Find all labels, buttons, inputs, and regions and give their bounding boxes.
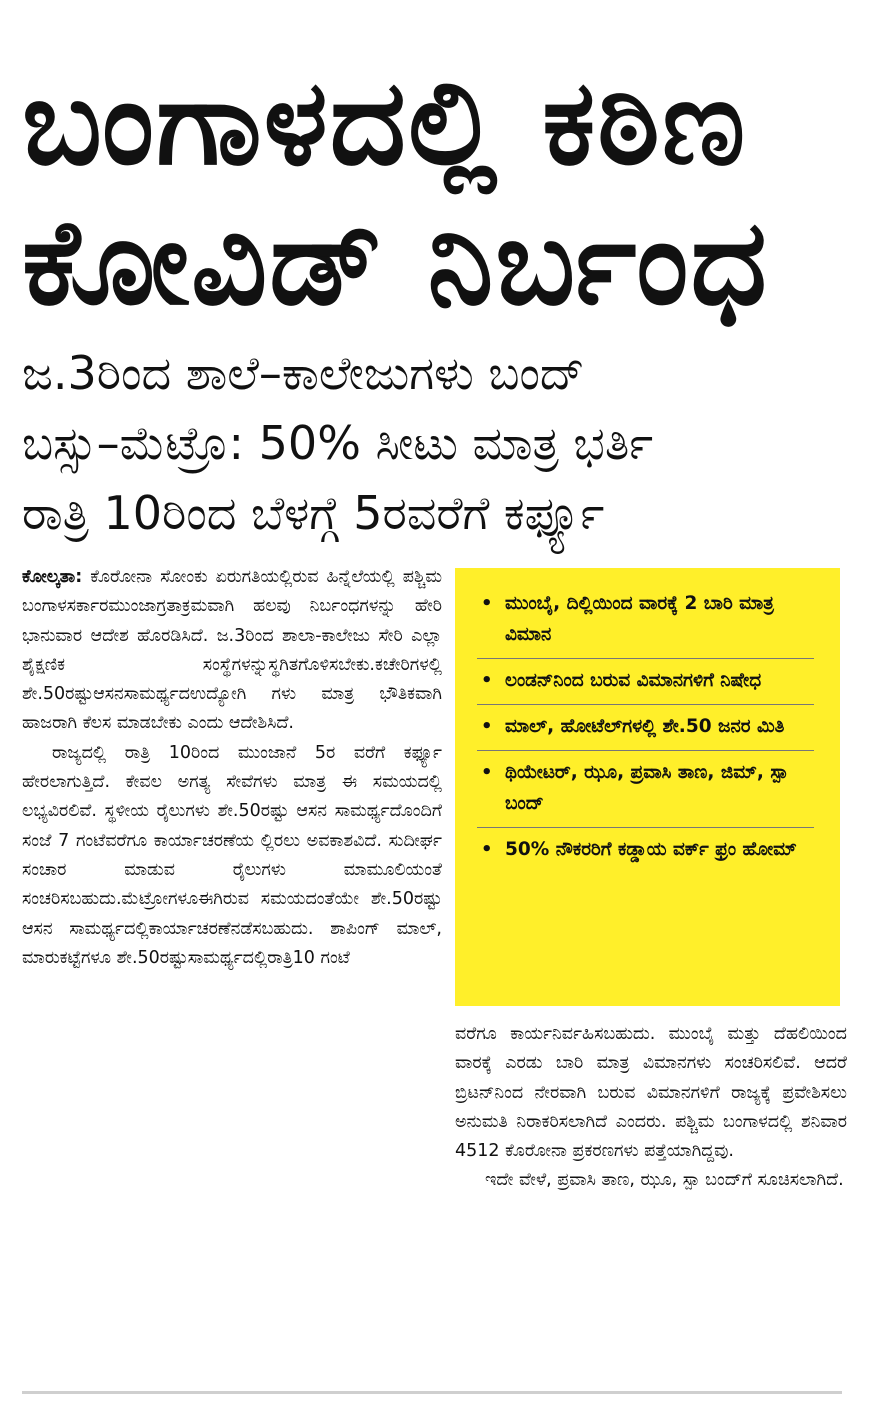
article-paragraph-4: ಇದೇ ವೇಳೆ, ಪ್ರವಾಸಿ ತಾಣ, ಝೂ, ಸ್ಪಾ ಬಂದ್‌ಗೆ ಸೂಚಿಸಲಾಗಿದೆ. (485, 1170, 844, 1191)
headline-line-1: ಬಂಗಾಳದಲ್ಲಿ ಕಠಿಣ (22, 53, 748, 191)
subheadline-transport: ಬಸ್ಸು–ಮೆಟ್ರೊ: 50% ಸೀಟು ಮಾತ್ರ ಭರ್ತಿ (22, 416, 654, 470)
bullet-icon: • (481, 716, 493, 737)
highlight-closures: ಥಿಯೇಟರ್, ಝೂ, ಪ್ರವಾಸಿ ತಾಣ, ಜಿಮ್, ಸ್ಪಾ ಬಂದ್ (505, 762, 789, 814)
highlight-item (477, 751, 814, 828)
highlight-flights: ಮುಂಬೈ, ದಿಲ್ಲಿಯಿಂದ ವಾರಕ್ಕೆ 2 ಬಾರಿ ಮಾತ್ರ ವಿಮಾನ (505, 593, 774, 645)
headline-line-2: ಕೋವಿಡ್ ನಿರ್ಬಂಧ (22, 193, 769, 331)
subheadline-curfew: ರಾತ್ರಿ 10ರಿಂದ ಬೆಳಗ್ಗೆ 5ರವರೆಗೆ ಕರ್ಫ್ಯೂ (22, 486, 605, 540)
article-paragraph-1-text: ಕೊರೋನಾ ಸೋಂಕು ಏರುಗತಿಯಲ್ಲಿರುವ ಹಿನ್ನೆಲೆಯಲ್ಲಿ ಪಶ್ಚಿಮ ಬಂಗಾಳಸರ್ಕಾರಮುಂಜಾಗ್ರತಾಕ್ರಮವಾಗಿ ಹಲವು ನಿರ್ಬಂಧಗಳನ್ನು ಹೇರಿ ಭಾನುವಾರ ಆದೇಶ ಹೊರಡಿಸಿದೆ. ಜ.3ರಿಂದ ಶಾಲಾ-ಕಾಲೇಜು ಸೇರಿ ಎಲ್ಲಾ ಶೈಕ್ಷಣಿಕ ಸಂಸ್ಥೆಗಳನ್ನುಸ್ಥಗಿತಗೊಳಿಸಬೇಕು.ಕಚೇರಿಗಳಲ್ಲಿ ಶೇ.50ರಷ್ಟುಆಸನಸಾಮರ್ಥ್ಯದಉದ್ಯೋಗಿ ಗಳು ಮಾತ್ರ ಭೌತಿಕವಾಗಿ ಹಾಜರಾಗಿ ಕೆಲಸ ಮಾಡಬೇಕು ಎಂದು ಆದೇಶಿಸಿದೆ. (22, 567, 442, 734)
headline (22, 52, 848, 332)
highlight-item (477, 582, 814, 659)
bottom-divider (22, 1391, 842, 1394)
article-paragraph-1 (22, 563, 442, 739)
highlight-work-from-home: 50% ನೌಕರರಿಗೆ ಕಡ್ಡಾಯ ವರ್ಕ್ ಫ್ರಂ ಹೋಮ್ (505, 839, 797, 860)
highlight-item (477, 828, 814, 873)
article-column-left (22, 563, 442, 973)
article-column-right (455, 1020, 847, 1196)
highlights-list (477, 582, 814, 873)
highlight-london-ban: ಲಂಡನ್‌ನಿಂದ ಬರುವ ವಿಮಾನಗಳಿಗೆ ನಿಷೇಧ (505, 670, 762, 691)
highlight-item (477, 659, 814, 705)
article-paragraph-2: ರಾಜ್ಯದಲ್ಲಿ ರಾತ್ರಿ 10ರಿಂದ ಮುಂಜಾನೆ 5ರ ವರೆಗೆ ಕರ್ಫ್ಯೂ ಹೇರಲಾಗುತ್ತಿದೆ. ಕೇವಲ ಅಗತ್ಯ ಸೇವೆಗಳು ಮಾತ್ರ ಈ ಸಮಯದಲ್ಲಿ ಲಭ್ಯವಿರಲಿವೆ. ಸ್ಥಳೀಯ ರೈಲುಗಳು ಶೇ.50ರಷ್ಟು ಆಸನ ಸಾಮರ್ಥ್ಯದೊಂದಿಗೆ ಸಂಜೆ 7 ಗಂಟೆವರೆಗೂ ಕಾರ್ಯಾಚರಣೆಯ ಲ್ಲಿರಲು ಅವಕಾಶವಿದೆ. ಸುದೀರ್ಘ ಸಂಚಾರ ಮಾಡುವ ರೈಲುಗಳು ಮಾಮೂಲಿಯಂತೆ ಸಂಚರಿಸಬಹುದು.ಮೆಟ್ರೋಗಳೂಈಗಿರುವ ಸಮಯದಂತೆಯೇ ಶೇ.50ರಷ್ಟು ಆಸನ ಸಾಮರ್ಥ್ಯದಲ್ಲಿಕಾರ್ಯಾಚರಣೆನಡೆಸಬಹುದು. ಶಾಪಿಂಗ್ ಮಾಲ್, ಮಾರುಕಟ್ಟೆಗಳೂ ಶೇ.50ರಷ್ಟುಸಾಮರ್ಥ್ಯದಲ್ಲಿರಾತ್ರಿ10 ಗಂಟೆ (22, 742, 442, 968)
bullet-icon: • (481, 762, 493, 783)
highlights-box (455, 568, 840, 1006)
highlight-malls-hotels: ಮಾಲ್, ಹೋಟೆಲ್‌ಗಳಲ್ಲಿ ಶೇ.50 ಜನರ ಮಿತಿ (505, 716, 785, 737)
bullet-icon: • (481, 593, 493, 614)
subheadline-group (22, 338, 848, 548)
subheadline-schools: ಜ.3ರಿಂದ ಶಾಲೆ–ಕಾಲೇಜುಗಳು ಬಂದ್ (22, 346, 585, 400)
bullet-icon: • (481, 839, 493, 860)
highlight-item (477, 705, 814, 751)
article-paragraph-3: ವರೆಗೂ ಕಾರ್ಯನಿರ್ವಹಿಸಬಹುದು. ಮುಂಬೈ ಮತ್ತು ದೆಹಲಿಯಿಂದ ವಾರಕ್ಕೆ ಎರಡು ಬಾರಿ ಮಾತ್ರ ವಿಮಾನಗಳು ಸಂಚರಿಸಲಿವೆ. ಆದರೆ ಬ್ರಿಟನ್‌ನಿಂದ ನೇರವಾಗಿ ಬರುವ ವಿಮಾನಗಳಿಗೆ ರಾಜ್ಯಕ್ಕೆ ಪ್ರವೇಶಿಸಲು ಅನುಮತಿ ನಿರಾಕರಿಸಲಾಗಿದೆ ಎಂದರು. ಪಶ್ಚಿಮ ಬಂಗಾಳದಲ್ಲಿ ಶನಿವಾರ 4512 ಕೊರೋನಾ ಪ್ರಕರಣಗಳು ಪತ್ತೆಯಾಗಿದ್ದವು. (455, 1024, 847, 1162)
bullet-icon: • (481, 670, 493, 691)
dateline: ಕೋಲ್ಕತಾ: (22, 567, 83, 587)
